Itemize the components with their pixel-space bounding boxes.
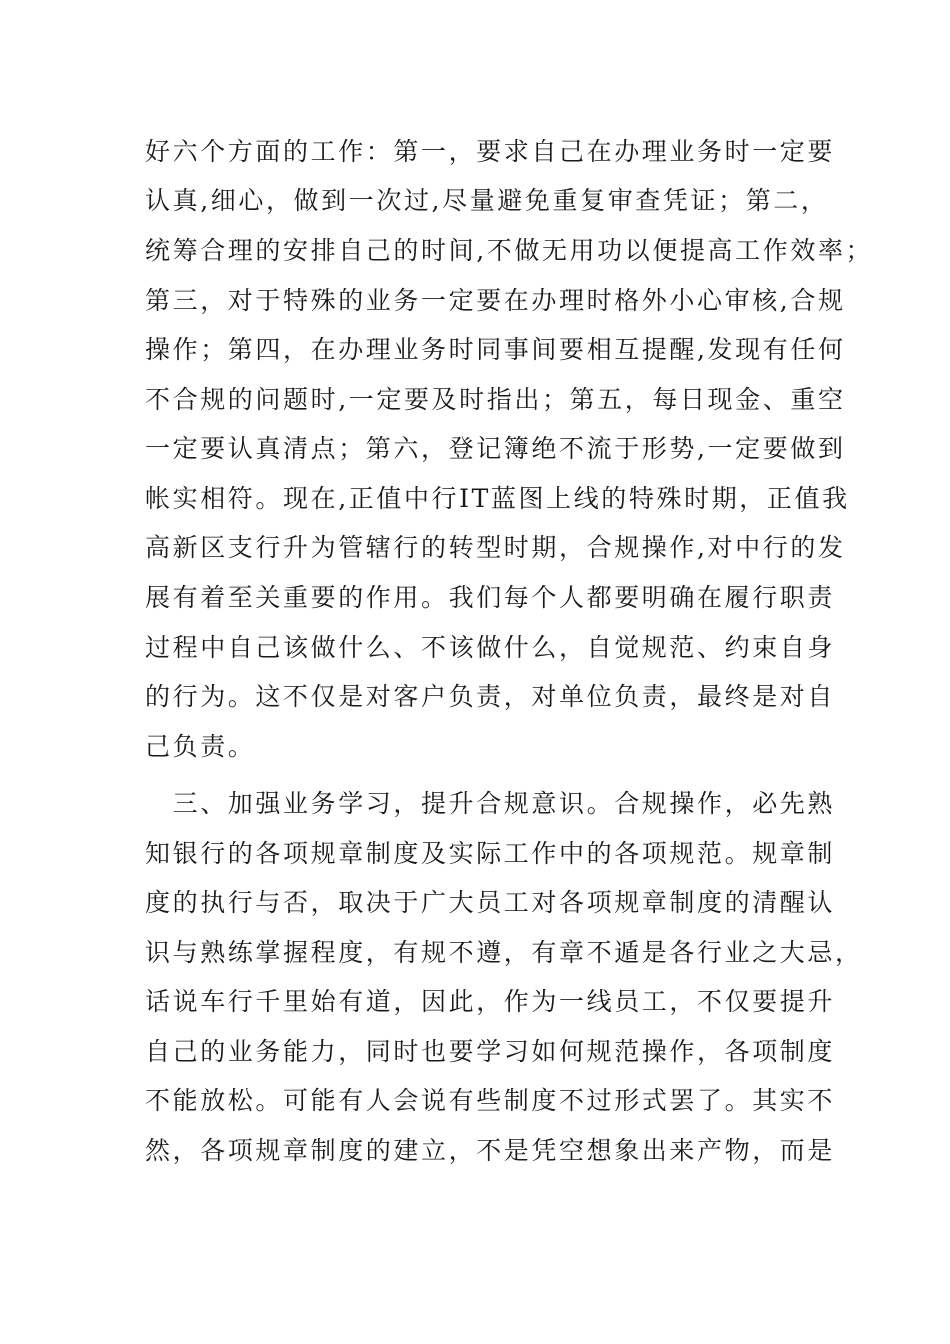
text-line: 统筹合理的安排自己的时间,不做无用功以便提高工作效率； xyxy=(145,236,874,265)
text-line: 知银行的各项规章制度及实际工作中的各项规范。规章制 xyxy=(145,839,836,868)
text-line: 一定要认真清点；第六，登记簿绝不流于形势,一定要做到 xyxy=(145,434,846,463)
text-line: 自己的业务能力，同时也要学习如何规范操作，各项制度 xyxy=(145,1037,836,1066)
text-line: 度的执行与否，取决于广大员工对各项规章制度的清醒认 xyxy=(145,888,836,917)
text-line: 好六个方面的工作：第一，要求自己在办理业务时一定要 xyxy=(145,137,836,166)
text-line: 认真,细心，做到一次过,尽量避免重复审查凭证；第二， xyxy=(145,186,829,215)
text-line: 话说车行千里始有道，因此，作为一线员工，不仅要提升 xyxy=(145,987,836,1016)
text-line: 帐实相符。现在,正值中行IT蓝图上线的特殊时期，正值我 xyxy=(145,484,850,513)
text-line: 的行为。这不仅是对客户负责，对单位负责，最终是对自 xyxy=(145,682,836,711)
text-line: 己负责。 xyxy=(145,732,256,761)
text-line: 不能放松。可能有人会说有些制度不过形式罢了。其实不 xyxy=(145,1086,836,1115)
text-line: 识与熟练掌握程度，有规不遵，有章不遁是各行业之大忌， xyxy=(145,938,863,967)
text-line: 高新区支行升为管辖行的转型时期，合规操作,对中行的发 xyxy=(145,533,846,562)
text-line: 展有着至关重要的作用。我们每个人都要明确在履行职责 xyxy=(145,583,836,612)
text-line: 然，各项规章制度的建立，不是凭空想象出来产物，而是 xyxy=(145,1136,836,1165)
text-line: 过程中自己该做什么、不该做什么，自觉规范、约束自身 xyxy=(145,633,836,662)
text-line: 第三，对于特殊的业务一定要在办理时格外小心审核,合规 xyxy=(145,286,846,315)
text-line: 操作；第四，在办理业务时同事间要相互提醒,发现有任何 xyxy=(145,335,846,364)
text-line: 不合规的问题时,一定要及时指出；第五，每日现金、重空 xyxy=(145,385,846,414)
text-line: 三、加强业务学习，提升合规意识。合规操作，必先熟 xyxy=(145,789,836,818)
